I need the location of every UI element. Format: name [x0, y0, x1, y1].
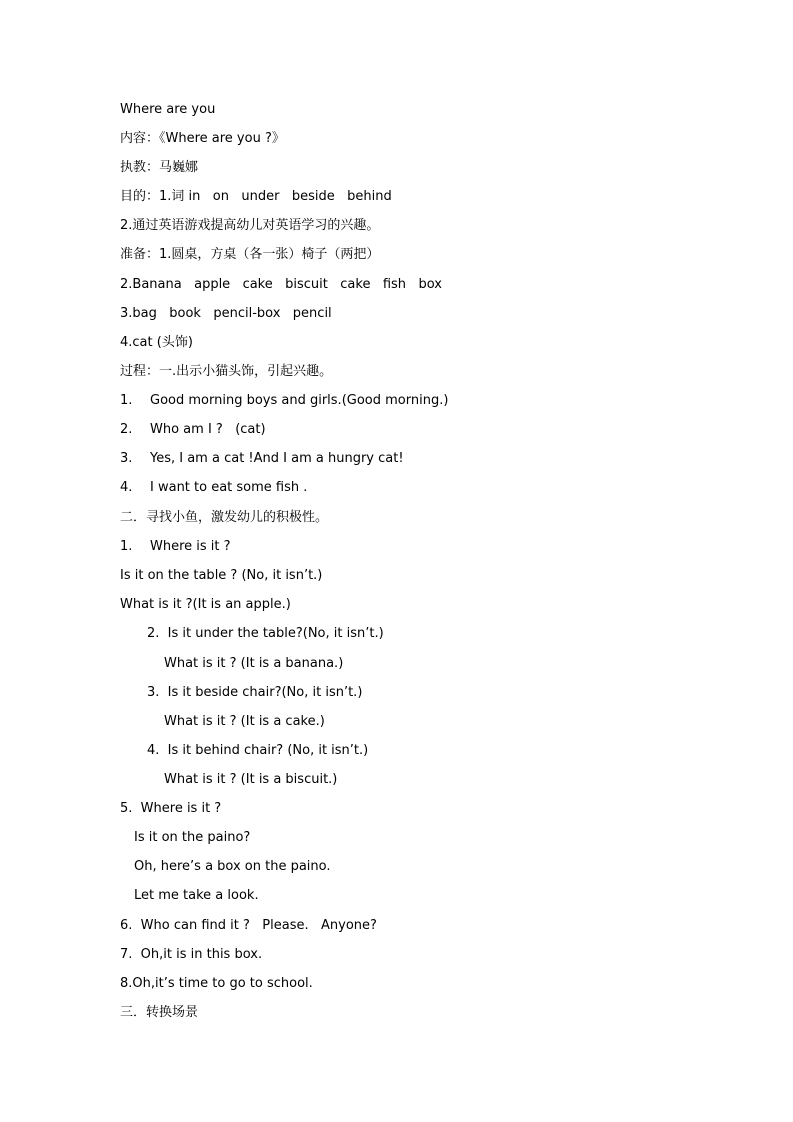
process-heading: 过程：一.出示小猫头饰，引起兴趣。 — [120, 364, 333, 379]
goal-line-2: 2.通过英语游戏提高幼儿对英语学习的兴趣。 — [120, 218, 380, 233]
list-text: Yes, I am a cat !And I am a hungry cat! — [150, 451, 404, 466]
section2-question-2: 2. Is it under the table?(No, it isn’t.) — [147, 626, 384, 641]
prep-line-1: 准备：1.圆桌，方桌（各一张）椅子（两把） — [120, 247, 380, 262]
step1-item-2 — [120, 419, 266, 441]
prep-line-3: 3.bag book pencil-box pencil — [120, 306, 332, 321]
section2-line-1: Is it on the table ? (No, it isn’t.) — [120, 568, 323, 583]
section2-question-5: 5. Where is it ? — [120, 801, 222, 816]
list-number: 2. — [120, 422, 133, 437]
list-text: I want to eat some fish . — [150, 480, 308, 495]
list-number: 1. — [120, 539, 133, 554]
step1-item-1 — [120, 390, 448, 412]
section3-heading: 三．转换场景 — [120, 1005, 199, 1020]
doc-title: Where are you — [120, 102, 216, 117]
prep-line-4: 4.cat (头饰) — [120, 335, 193, 350]
section2-answer-2: What is it ? (It is a banana.) — [164, 656, 344, 671]
list-number: 3. — [120, 451, 133, 466]
section2-heading: 二．寻找小鱼，激发幼儿的积极性。 — [120, 510, 329, 525]
section2-line-5a: Is it on the paino? — [134, 830, 251, 845]
goal-line-1: 目的：1.词 in on under beside behind — [120, 189, 392, 204]
prep-line-2: 2.Banana apple cake biscuit cake fish box — [120, 277, 442, 292]
section2-question-7: 7. Oh,it is in this box. — [120, 947, 263, 962]
list-text: Where is it ? — [150, 539, 231, 554]
content-line: 内容：《Where are you ?》 — [120, 131, 285, 146]
list-number: 1. — [120, 393, 133, 408]
section2-line-2: What is it ?(It is an apple.) — [120, 597, 291, 612]
section2-question-1 — [120, 536, 231, 558]
section2-answer-4: What is it ? (It is a biscuit.) — [164, 772, 338, 787]
section2-line-5c: Let me take a look. — [134, 888, 259, 903]
section2-line-5b: Oh, here’s a box on the paino. — [134, 859, 331, 874]
step1-item-4 — [120, 477, 307, 499]
list-text: Who am I ? (cat) — [150, 422, 266, 437]
section2-answer-3: What is it ? (It is a cake.) — [164, 714, 325, 729]
section2-question-6: 6. Who can find it ? Please. Anyone? — [120, 918, 377, 933]
section2-question-3: 3. Is it beside chair?(No, it isn’t.) — [147, 685, 363, 700]
step1-item-3 — [120, 448, 404, 470]
section2-question-8: 8.Oh,it’s time to go to school. — [120, 976, 313, 991]
section2-question-4: 4. Is it behind chair? (No, it isn’t.) — [147, 743, 369, 758]
list-number: 4. — [120, 480, 133, 495]
list-text: Good morning boys and girls.(Good morning.) — [150, 393, 449, 408]
teacher-line: 执教：马巍娜 — [120, 160, 199, 175]
